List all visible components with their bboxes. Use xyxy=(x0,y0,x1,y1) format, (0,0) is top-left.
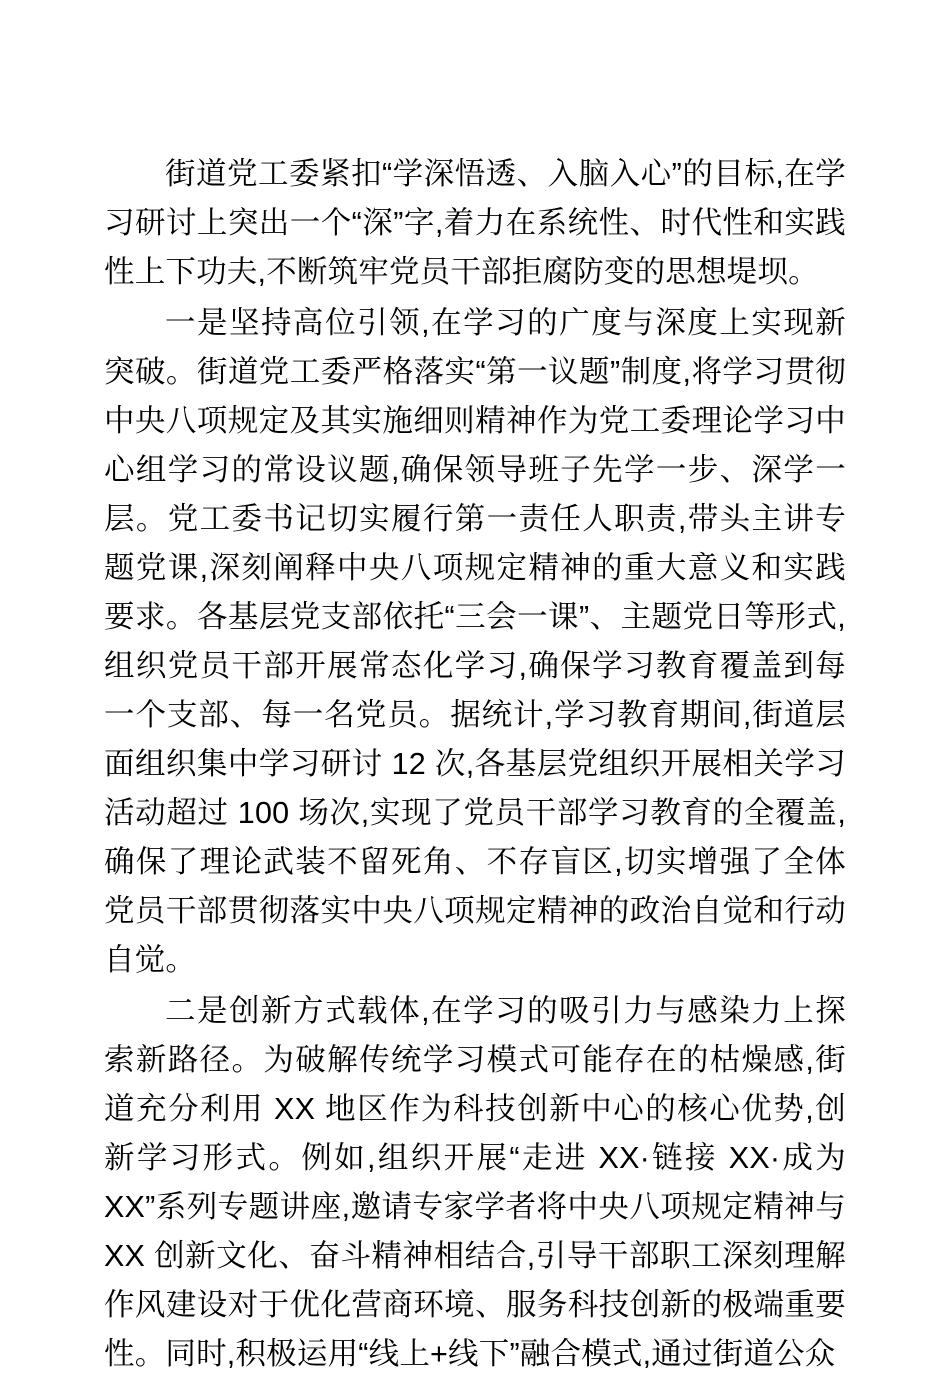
paragraph-3: 二是创新方式载体,在学习的吸引力与感染力上探索新路径。为破解传统学习模式可能存在的枯燥感,街道充分利用 XX 地区作为科技创新中心的核心优势,创新学习形式。例如,组织开展“走进 XX·链接 XX·成为 XX”系列专题讲座,邀请专家学者将中央八项规定精神与 XX 创新文化、奋斗精神相结合,引导干部职工深刻理解作风建设对于优化营商环境、服务科技创新的极端重要性。同时,积极运用“线上+线下”融合模式,通过街道公众 xyxy=(104,994,846,1371)
document-body xyxy=(104,150,846,1379)
paragraph-1: 街道党工委紧扣“学深悟透、入脑入心”的目标,在学习研讨上突出一个“深”字,着力在系统性、时代性和实践性上下功夫,不断筑牢党员干部拒腐防变的思想堤坝。 xyxy=(104,157,846,289)
paragraph-2: 一是坚持高位引领,在学习的广度与深度上实现新突破。街道党工委严格落实“第一议题”制度,将学习贯彻中央八项规定及其实施细则精神作为党工委理论学习中心组学习的常设议题,确保领导班子先学一步、深学一层。党工委书记切实履行第一责任人职责,带头主讲专题党课,深刻阐释中央八项规定精神的重大意义和实践要求。各基层党支部依托“三会一课”、主题党日等形式,组织党员干部开展常态化学习,确保学习教育覆盖到每一个支部、每一名党员。据统计,学习教育期间,街道层面组织集中学习研讨 12 次,各基层党组织开展相关学习活动超过 100 场次,实现了党员干部学习教育的全覆盖,确保了理论武装不留死角、不存盲区,切实增强了全体党员干部贯彻落实中央八项规定精神的政治自觉和行动自觉。 xyxy=(104,306,846,977)
